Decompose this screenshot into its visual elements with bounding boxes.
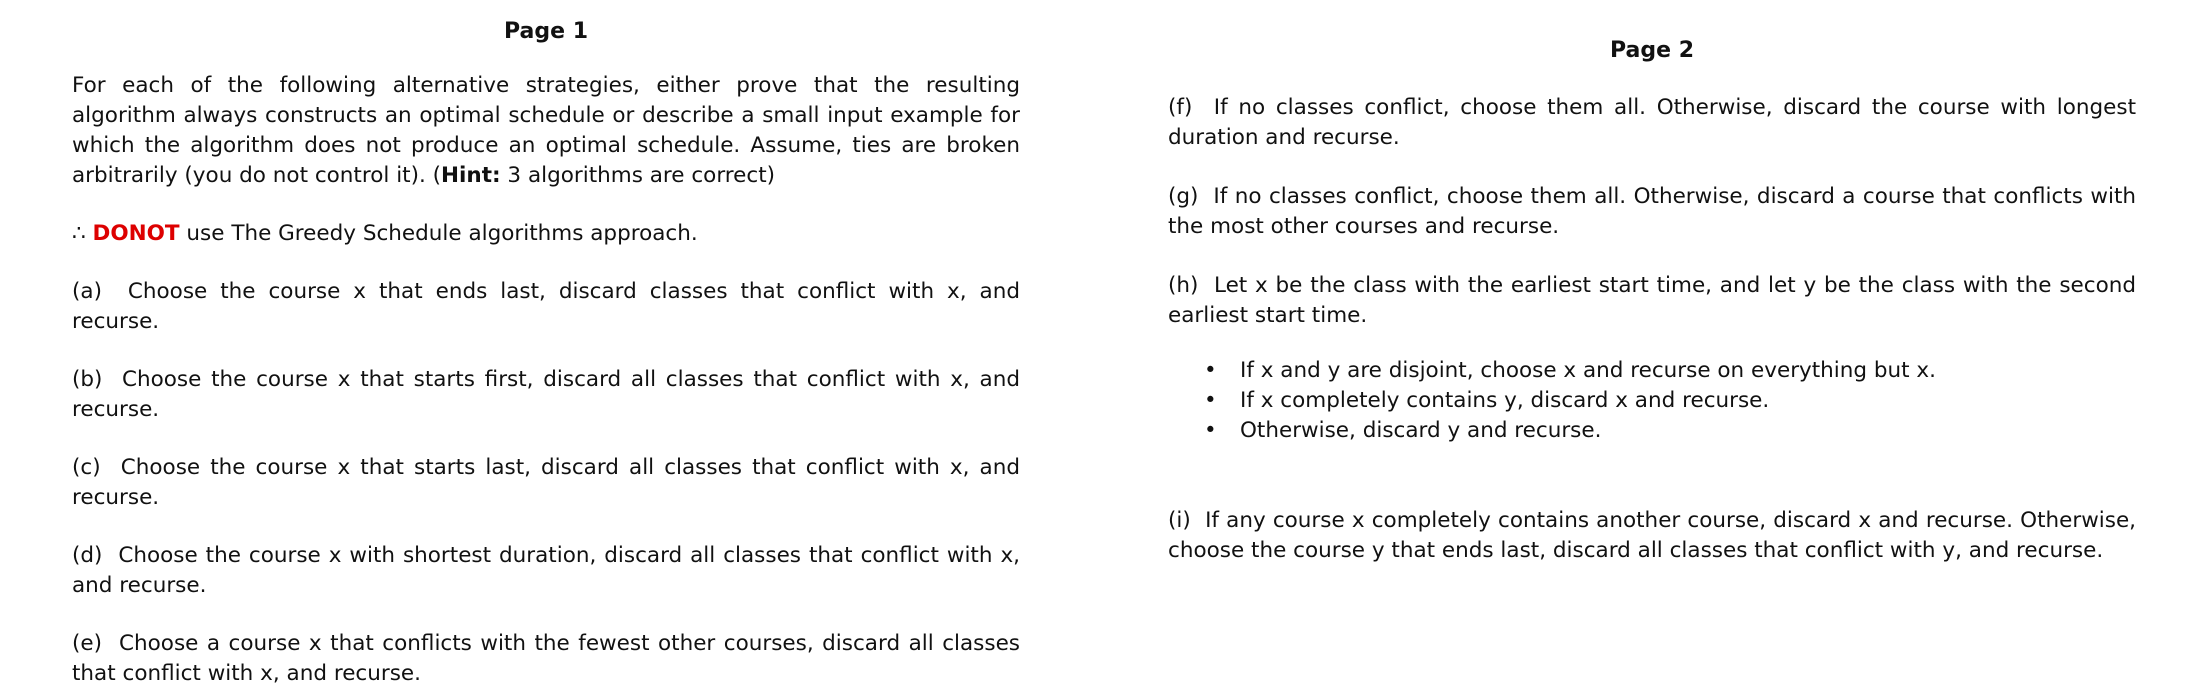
item-label: (a) xyxy=(72,279,102,304)
item-text: Choose the course x that starts first, discard all classes that conflict with x, and recurse. xyxy=(72,367,1021,422)
item-i xyxy=(1168,506,2136,566)
page-title: Page 2 xyxy=(1609,38,1694,63)
list-item xyxy=(1204,386,2136,416)
item-b xyxy=(72,365,1020,425)
item-label: (b) xyxy=(72,367,103,392)
list-item xyxy=(1204,416,2136,446)
item-label: (h) xyxy=(1168,273,1199,298)
intro-paragraph xyxy=(72,71,1020,191)
item-d xyxy=(72,541,1020,601)
bullet-text: If x completely contains y, discard x and recurse. xyxy=(1240,388,1770,413)
item-label: (e) xyxy=(72,631,103,656)
item-text: Choose a course x that conflicts with the fewest other courses, discard all classes that conflict with x, and recurse. xyxy=(72,631,1021,686)
item-a xyxy=(72,277,1020,337)
hint-text: 3 algorithms are correct) xyxy=(500,163,776,188)
hint-label: Hint: xyxy=(441,163,501,188)
item-label: (d) xyxy=(72,543,103,568)
item-label: (i) xyxy=(1168,508,1191,533)
bullet-text: If x and y are disjoint, choose x and recurse on everything but x. xyxy=(1240,358,1936,383)
bullet-icon: • xyxy=(1204,388,1217,413)
item-text: Choose the course x that ends last, discard classes that conflict with x, and recurse. xyxy=(72,279,1020,334)
donot-word: DONOT xyxy=(92,221,180,246)
donot-rest: use The Greedy Schedule algorithms approach. xyxy=(179,221,698,246)
item-text: If any course x completely contains another course, discard x and recurse. Otherwise, choose the course y that ends last, discard all classes that conflict with y, and recurse. xyxy=(1168,508,2137,563)
item-text: If no classes conflict, choose them all. Otherwise, discard a course that conflicts with the most other courses and recurse. xyxy=(1168,184,2137,239)
bullet-icon: • xyxy=(1204,358,1217,383)
item-h xyxy=(1168,271,2136,331)
intro-text: For each of the following alternative strategies, either prove that the resulting algorithm always constructs an optimal schedule or describe a small input example for which the algorithm does not produce an optimal schedule. Assume, ties are broken arbitrarily (you do not control it). ( xyxy=(72,73,1020,188)
page-1 xyxy=(72,0,1021,686)
item-e xyxy=(72,629,1020,689)
donot-line xyxy=(72,219,1020,249)
therefore-symbol: ∴ xyxy=(72,221,86,246)
item-text: Choose the course x with shortest duration, discard all classes that conflict with x, and recurse. xyxy=(72,543,1020,598)
bullet-text: Otherwise, discard y and recurse. xyxy=(1240,418,1602,443)
item-text: Choose the course x that starts last, discard all classes that conflict with x, and recurse. xyxy=(72,455,1020,510)
item-text: Let x be the class with the earliest start time, and let y be the class with the second earliest start time. xyxy=(1168,273,2136,328)
item-label: (g) xyxy=(1168,184,1199,209)
bullet-list xyxy=(1168,356,2136,446)
item-c xyxy=(72,453,1020,513)
list-item xyxy=(1204,356,2136,386)
bullet-icon: • xyxy=(1204,418,1217,443)
item-text: If no classes conflict, choose them all. Otherwise, discard the course with longest duration and recurse. xyxy=(1168,95,2136,150)
item-label: (f) xyxy=(1168,95,1193,120)
item-g xyxy=(1168,182,2136,242)
page-2 xyxy=(1168,0,2136,611)
item-f xyxy=(1168,93,2136,153)
page-title: Page 1 xyxy=(503,19,588,44)
item-label: (c) xyxy=(72,455,101,480)
